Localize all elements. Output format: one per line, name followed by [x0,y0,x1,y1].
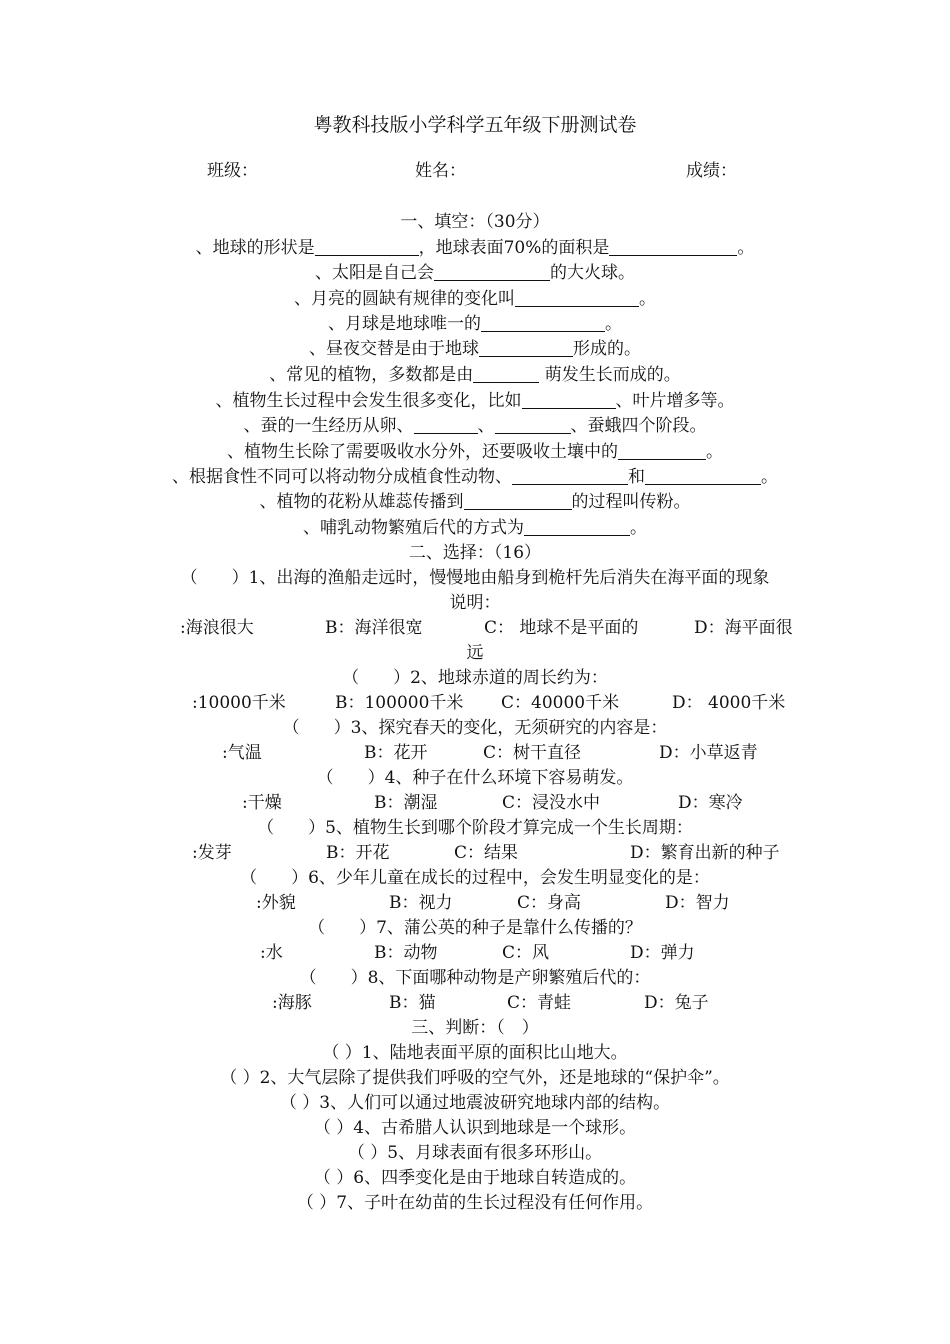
fill-item-3 [0,287,950,311]
q2-option-c: C：40000千米 [501,693,620,713]
section1-heading: 一、填空：（30分） [400,212,550,232]
q8-option-d: D：兔子 [644,993,709,1013]
q3-option-d: D：小草返青 [659,743,758,763]
q6-option-c: C：身高 [517,893,582,913]
q8-option-b: B：猫 [389,993,436,1013]
question-3: （ ）3、探究春天的变化，无须研究的内容是： [282,718,668,738]
fill-item-11 [0,490,950,514]
judge-item-3: （ ）3、人们可以通过地震波研究地球内部的结构。 [279,1093,671,1113]
item-text: 、植物的花粉从雄蕊传播到 [259,492,464,512]
item-text: 、哺乳动物繁殖后代的方式为 [303,518,524,538]
item-text: 、 [477,416,495,436]
item-text: 形成的。 [573,339,641,359]
item-text: 、蚕蛾四个阶段。 [570,416,707,436]
blank [434,262,550,281]
item-text: 和 [628,467,645,487]
blank [512,466,628,485]
blank [481,313,605,332]
item-text: 。 [605,314,622,334]
question-1-cont: 说明： [449,593,501,613]
question-4: （ ）4、种子在什么环境下容易萌发。 [316,768,634,788]
page-title: 粤教科技版小学科学五年级下册测试卷 [313,114,637,136]
fill-item-10 [0,465,950,489]
blank [524,517,630,536]
q8-option-c: C：青蛙 [507,993,572,1013]
item-text: 、根据食性不同可以将动物分成植食性动物、 [172,467,512,487]
q3-option-c: C：树干直径 [483,743,582,763]
blank [609,237,737,256]
q2-option-b: B：100000千米 [335,693,464,713]
fill-item-4 [0,312,950,336]
q5-option-c: C：结果 [454,843,519,863]
question-7: （ ）7、蒲公英的种子是靠什么传播的？ [308,918,642,938]
name-label: 姓名： [415,161,466,181]
blank [618,441,706,460]
q5-option-a: :发芽 [192,843,232,863]
item-text: 。 [706,442,723,462]
fill-item-6 [0,363,950,387]
q4-option-c: C：浸没水中 [502,793,601,813]
class-label: 班级： [207,161,258,181]
judge-item-5: （ ）5、月球表面有很多环形山。 [347,1143,603,1163]
q5-option-d: D：繁育出新的种子 [630,843,780,863]
q6-option-d: D：智力 [665,893,730,913]
item-text: 、月亮的圆缺有规律的变化叫 [294,289,515,309]
q4-option-d: D：寒冷 [678,793,743,813]
q7-option-c: C：风 [502,943,550,963]
q2-option-d: D： 4000千米 [672,693,786,713]
judge-item-4: （ ）4、古希腊人认识到地球是一个球形。 [313,1118,637,1138]
judge-item-6: （ ）6、四季变化是由于地球自转造成的。 [313,1168,637,1188]
item-text: 、太阳是自己会 [315,263,434,283]
blank [645,466,761,485]
question-1: （ ）1、出海的渔船走远时，慢慢地由船身到桅杆先后消失在海平面的现象 [180,568,770,588]
blank [522,390,616,409]
item-text: 、植物生长过程中会发生很多变化，比如 [215,391,522,411]
blank [414,415,478,434]
q5-option-b: B：开花 [326,843,390,863]
q4-option-a: :干燥 [242,793,282,813]
fill-item-7 [0,389,950,413]
fill-item-2 [0,261,950,285]
item-text: 。 [737,238,755,258]
judge-item-7: （ ）7、子叶在幼苗的生长过程没有任何作用。 [296,1193,654,1213]
judge-item-2: （ ）2、大气层除了提供我们呼吸的空气外，还是地球的“保护伞”。 [220,1068,730,1088]
q8-option-a: :海豚 [272,993,312,1013]
blank [464,491,572,510]
q7-option-a: :水 [260,943,283,963]
item-text: 、常见的植物，多数都是由 [269,365,474,385]
item-text: 的过程叫传粉。 [571,492,691,512]
section2-heading: 二、选择：（16） [408,543,542,563]
blank [315,237,419,256]
blank [473,364,539,383]
item-text: 、昼夜交替是由于地球 [309,339,479,359]
item-text: 、月球是地球唯一的 [328,314,481,334]
fill-item-1 [0,236,950,260]
question-6: （ ）6、少年儿童在成长的过程中，会发生明显变化的是： [240,868,710,888]
q1-option-a: :海浪很大 [180,618,254,638]
q7-option-b: B：动物 [374,943,438,963]
blank [515,288,639,307]
question-2: （ ）2、地球赤道的周长约为： [342,668,608,688]
q3-option-a: :气温 [222,743,262,763]
q6-option-b: B：视力 [389,893,453,913]
item-text: 。 [761,467,778,487]
score-label: 成绩： [686,161,737,181]
q7-option-d: D：弹力 [630,943,695,963]
fill-item-12 [0,516,950,540]
judge-item-1: （ ）1、陆地表面平原的面积比山地大。 [322,1043,628,1063]
question-5: （ ）5、植物生长到哪个阶段才算完成一个生长周期： [257,818,693,838]
item-text: 萌发生长而成的。 [539,365,681,385]
question-8: （ ）8、下面哪种动物是产卵繁殖后代的： [299,968,651,988]
item-text: 。 [639,289,656,309]
fill-item-8 [0,414,950,438]
q2-option-a: :10000千米 [192,693,286,713]
item-text: ，地球表面70%的面积是 [418,238,610,258]
q1-option-b: B：海洋很宽 [325,618,423,638]
section3-heading: 三、判断：（ ） [411,1018,539,1038]
q3-option-b: B：花开 [364,743,428,763]
item-text: 、叶片增多等。 [615,391,735,411]
fill-item-9 [0,440,950,464]
q1-option-d-tail: 远 [466,643,484,663]
q4-option-b: B：潮湿 [374,793,438,813]
q6-option-a: :外貌 [256,893,296,913]
item-text: 、地球的形状是 [195,238,315,258]
fill-item-5 [0,337,950,361]
item-text: 的大火球。 [550,263,635,283]
q1-option-d: D：海平面很 [694,618,793,638]
blank [479,338,573,357]
q1-option-c: C： 地球不是平面的 [484,618,639,638]
item-text: 。 [630,518,647,538]
item-text: 、植物生长除了需要吸收水分外，还要吸收土壤中的 [227,442,618,462]
item-text: 、蚕的一生经历从卵、 [243,416,414,436]
blank [495,415,571,434]
